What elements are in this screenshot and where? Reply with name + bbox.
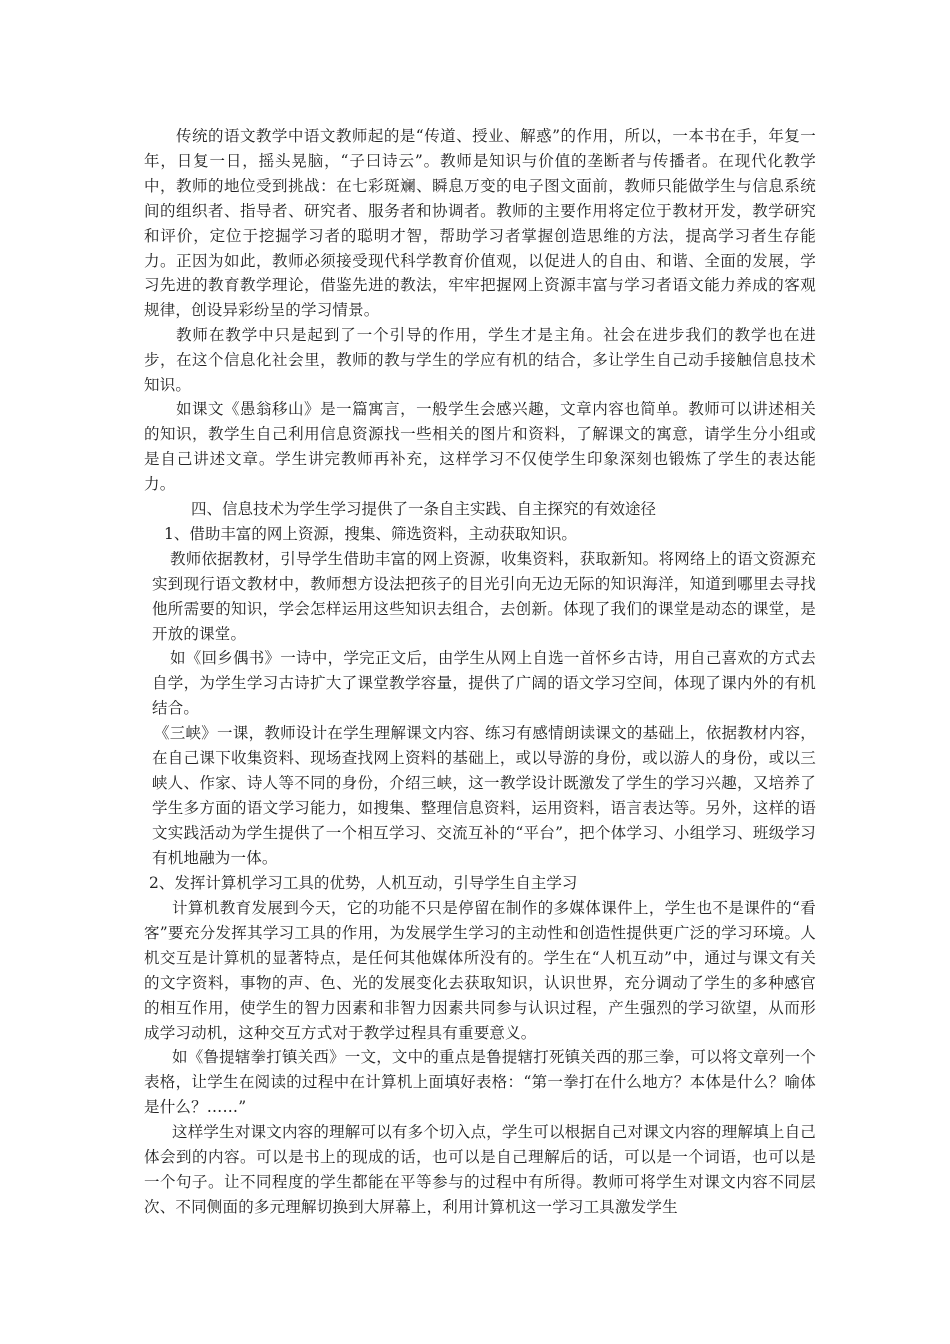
subheading-1: 1、借助丰富的网上资源，搜集、筛选资料，主动获取知识。 — [164, 525, 577, 543]
section-heading-4: 四、信息技术为学生学习提供了一条自主实践、自主探究的有效途径 — [191, 500, 657, 518]
paragraph-teacher-guide-role: 教师在教学中只是起到了一个引导的作用，学生才是主角。社会在进步我们的教学也在进步，在这个信息化社会里，教师的教与学生的学应有机的结合，多让学生自己动手接触信息技术知识。 — [144, 326, 816, 394]
paragraph-yugong-example: 如课文《愚翁移山》是一篇寓言，一般学生会感兴趣，文章内容也简单。教师可以讲述相关的知识，教学生自己利用信息资源找一些相关的图片和资料，了解课文的寓意，请学生分小组或是自己讲述文章。学生讲完教师再补充，这样学习不仅使学生印象深刻也锻炼了学生的表达能力。 — [144, 400, 816, 493]
paragraph-huixiang-example: 如《回乡偶书》一诗中，学完正文后，由学生从网上自选一首怀乡古诗，用自己喜欢的方式去自学，为学生学习古诗扩大了课堂教学容量，提供了广阔的语文学习空间，体现了课内外的有机结合。 — [152, 649, 816, 717]
paragraph-sanxia-example: 《三峡》一课，教师设计在学生理解课文内容、练习有感情朗读课文的基础上，依据教材内容，在自己课下收集资料、现场查找网上资料的基础上，或以导游的身份，或以游人的身份，或以三峡人、作家、诗人等不同的身份，介绍三峡，这一教学设计既激发了学生的学习兴趣，又培养了学生多方面的语文学习能力，如搜集、整理信息资料，运用资料，语言表达等。另外，这样的语文实践活动为学生提供了一个相互学习、交流互补的“平台”，把个体学习、小组学习、班级学习有机地融为一体。 — [152, 724, 816, 867]
paragraph-lutixia-example: 如《鲁提辖拳打镇关西》一文，文中的重点是鲁提辖打死镇关西的那三拳，可以将文章列一个表格，让学生在阅读的过程中在计算机上面填好表格：“第一拳打在什么地方？本体是什么？喻体是什么？……” — [144, 1048, 816, 1116]
paragraph-online-resources: 教师依据教材，引导学生借助丰富的网上资源，收集资料，获取新知。将网络上的语文资源充实到现行语文教材中，教师想方设法把孩子的目光引向无边无际的知识海洋，知道到哪里去寻找他所需要的知识，学会怎样运用这些知识去组合，去创新。体现了我们的课堂是动态的课堂，是开放的课堂。 — [152, 550, 816, 643]
paragraph-traditional-teaching: 传统的语文教学中语文教师起的是“传道、授业、解惑”的作用，所以，一本书在手，年复一年，日复一日，摇头晃脑，“子曰诗云”。教师是知识与价值的垄断者与传播者。在现代化教学中，教师的地位受到挑战：在七彩斑斓、瞬息万变的电子图文面前，教师只能做学生与信息系统间的组织者、指导者、研究者、服务者和协调者。教师的主要作用将定位于教材开发，教学研究和评价，定位于挖掘学习者的聪明才智，帮助学习者掌握创造思维的方法，提高学习者生存能力。正因为如此，教师必须接受现代科学教育价值观，以促进人的自由、和谐、全面的发展，学习先进的教育教学理论，借鉴先进的教法，牢牢把握网上资源丰富与学习者语文能力养成的客观规律，创设异彩纷呈的学习情景。 — [144, 127, 816, 320]
paragraph-computer-tool: 计算机教育发展到今天，它的功能不只是停留在制作的多媒体课件上，学生也不是课件的“看客”要充分发挥其学习工具的作用，为发展学生学习的主动性和创造性提供更广泛的学习环境。人机交互是计算机的显著特点，是任何其他媒体所没有的。学生在“人机互动”中，通过与课文有关的文字资料，事物的声、色、光的发展变化去获取知识，认识世界，充分调动了学生的多种感官的相互作用，使学生的智力因素和非智力因素共同参与认识过程，产生强烈的学习欲望，从而形成学习动机，这种交互方式对于教学过程具有重要意义。 — [144, 899, 816, 1042]
paragraph-entry-points: 这样学生对课文内容的理解可以有多个切入点，学生可以根据自己对课文内容的理解填上自己体会到的内容。可以是书上的现成的话，也可以是自己理解后的话，可以是一个词语，也可以是一个句子。让不同程度的学生都能在平等参与的过程中有所得。教师可将学生对课文内容不同层次、不同侧面的多元理解切换到大屏幕上，利用计算机这一学习工具激发学生 — [144, 1123, 816, 1216]
subheading-2: 2、发挥计算机学习工具的优势，人机互动，引导学生自主学习 — [149, 874, 578, 892]
